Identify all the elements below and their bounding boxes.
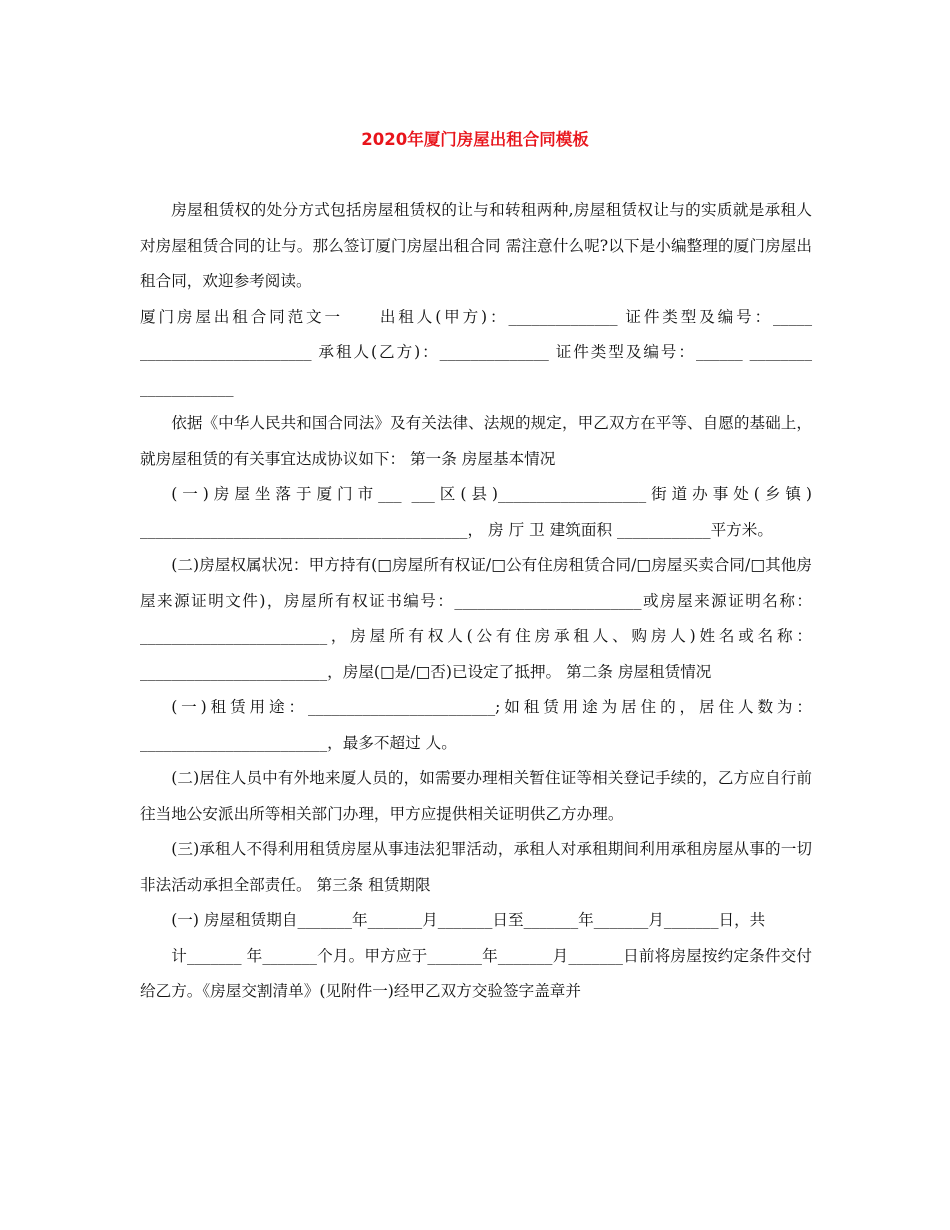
paragraph-basis: 依据《中华人民共和国合同法》及有关法律、法规的规定，甲乙双方在平等、自愿的基础上，就房屋租赁的有关事宜达成协议如下： 第一条 房屋基本情况 bbox=[140, 414, 812, 468]
paragraph-term: (一) 房屋租赁期自_______年_______月_______日至_______年_______月_______日，共 bbox=[171, 911, 766, 929]
document-title: 2020年厦门房屋出租合同模板 bbox=[361, 130, 589, 149]
paragraph-delivery: 计_______ 年_______个月。甲方应于_______年_______月_______日前将房屋按约定条件交付给乙方。《房屋交割清单》(见附件一)经甲乙双方交验签字盖章并 bbox=[140, 946, 812, 1000]
paragraph-parties: 厦门房屋出租合同范文一 出租人(甲方)：______________ 证件类型及编号：_____ ______________________ 承租人(乙方)：______________ 证件类型及编号：______ ________ ____________ bbox=[140, 307, 812, 397]
document-body bbox=[140, 193, 812, 1010]
paragraph-intro: 房屋租赁权的处分方式包括房屋租赁权的让与和转租两种,房屋租赁权让与的实质就是承租人对房屋租赁合同的让与。那么签订厦门房屋出租合同 需注意什么呢?以下是小编整理的厦门房屋出租合同，欢迎参考阅读。 bbox=[140, 201, 812, 290]
paragraph-legality: (三)承租人不得利用租赁房屋从事违法犯罪活动，承租人对承租期间利用承租房屋从事的一切非法活动承担全部责任。 第三条 租赁期限 bbox=[140, 840, 812, 894]
paragraph-location: (一)房屋坐落于厦门市___ ___区(县)___________________街道办事处(乡镇) __________________________________________， 房 厅 卫 建筑面积 ____________平方米。 bbox=[140, 485, 812, 539]
paragraph-ownership: (二)房屋权属状况：甲方持有(□房屋所有权证/□公有住房租赁合同/□房屋买卖合同/□其他房屋来源证明文件)，房屋所有权证书编号：________________________或房屋来源证明名称：________________________，房屋所有权人(公有住房承租人、购房人)姓名或名称：________________________，房屋(□是/□否)已设定了抵押。 第二条 房屋租赁情况 bbox=[140, 556, 812, 681]
paragraph-usage: (一)租赁用途：________________________;如租赁用途为居住的，居住人数为：________________________，最多不超过 人。 bbox=[140, 698, 812, 752]
paragraph-residents: (二)居住人员中有外地来厦人员的，如需要办理相关暂住证等相关登记手续的，乙方应自行前往当地公安派出所等相关部门办理，甲方应提供相关证明供乙方办理。 bbox=[140, 769, 812, 823]
